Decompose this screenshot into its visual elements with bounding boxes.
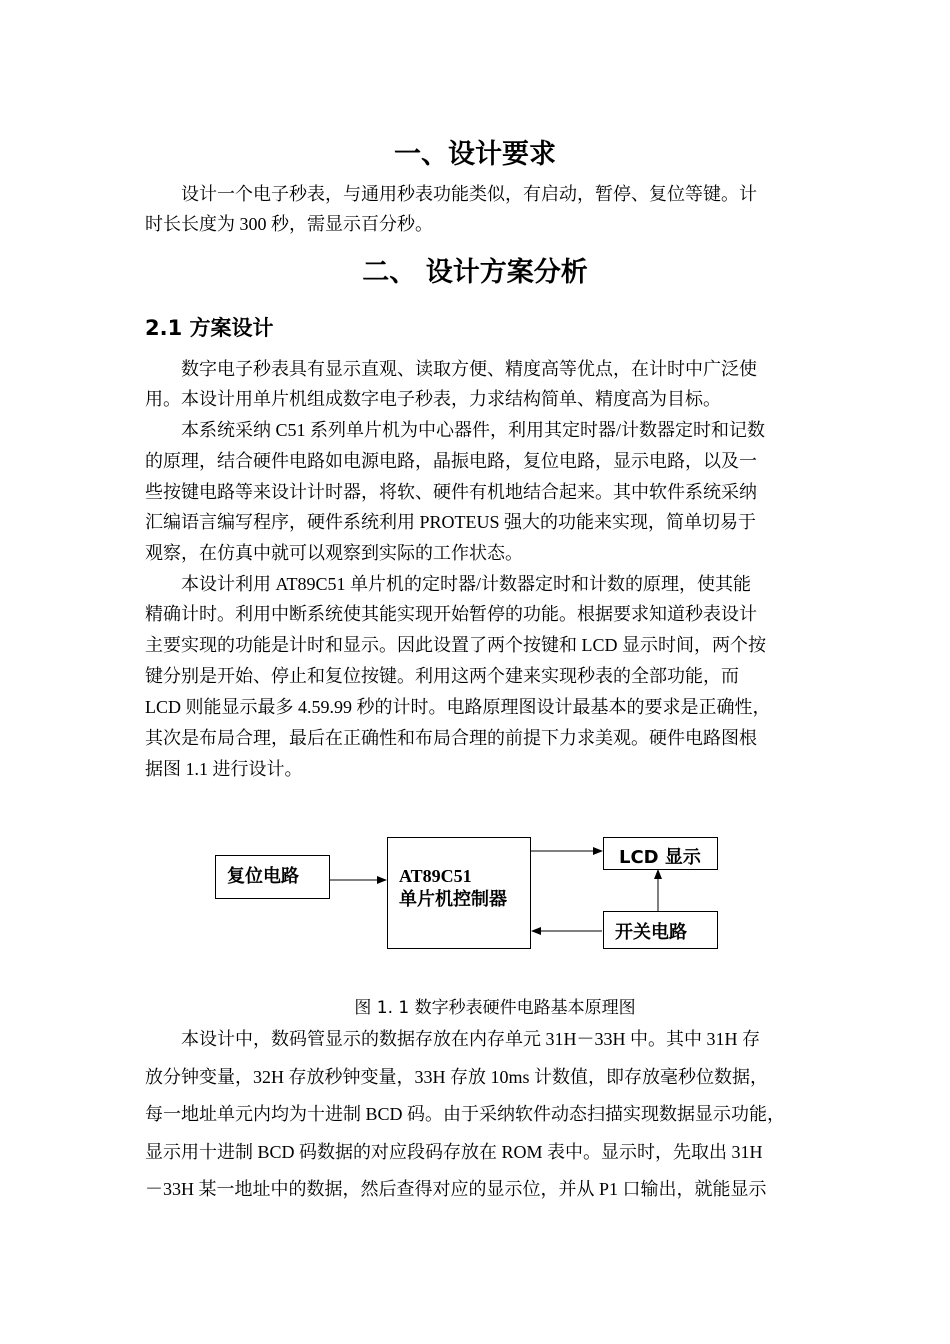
- paragraph-line: 汇编语言编写程序，硬件系统利用 PROTEUS 强大的功能来实现，简单切易于: [145, 512, 757, 532]
- paragraph-line: －33H 某一地址中的数据，然后查得对应的显示位，并从 P1 口输出，就能显示: [145, 1179, 767, 1199]
- mcu-model-label: AT89C51: [399, 866, 472, 886]
- paragraph-line: 本设计利用 AT89C51 单片机的定时器/计数器定时和计数的原理，使其能: [181, 574, 752, 594]
- paragraph-line: 显示用十进制 BCD 码数据的对应段码存放在 ROM 表中。显示时，先取出 31H: [145, 1142, 763, 1162]
- mcu-controller-box: [387, 837, 531, 949]
- paragraph-line: 时长长度为 300 秒，需显示百分秒。: [145, 214, 433, 234]
- paragraph-line: 本设计中，数码管显示的数据存放在内存单元 31H－33H 中。其中 31H 存: [181, 1029, 760, 1049]
- section-1-title: 一、设计要求: [394, 139, 556, 170]
- paragraph-line: 设计一个电子秒表，与通用秒表功能类似，有启动，暂停、复位等键。计: [181, 184, 757, 204]
- reset-circuit-box: [215, 855, 330, 899]
- paragraph-line: 每一地址单元内均为十进制 BCD 码。由于采纳软件动态扫描实现数据显示功能，: [145, 1104, 786, 1124]
- paragraph-line: 些按键电路等来设计计时器，将软、硬件有机地结合起来。其中软件系统采纳: [145, 482, 757, 502]
- lcd-display-label: LCD 显示: [619, 847, 701, 868]
- paragraph-line: 数字电子秒表具有显示直观、读取方便、精度高等优点，在计时中广泛使: [181, 359, 757, 379]
- subsection-2-1-title: 2.1 方案设计: [145, 316, 274, 340]
- switch-circuit-box: [603, 911, 718, 949]
- paragraph-line: 精确计时。利用中断系统使其能实现开始暂停的功能。根据要求知道秒表设计: [145, 604, 757, 624]
- paragraph-line: 用。本设计用单片机组成数字电子秒表，力求结构简单、精度高为目标。: [145, 389, 721, 409]
- paragraph-line: 主要实现的功能是计时和显示。因此设置了两个按键和 LCD 显示时间，两个按: [145, 635, 766, 655]
- section-2-title: 二、 设计方案分析: [362, 257, 588, 288]
- paragraph-line: LCD 则能显示最多 4.59.99 秒的计时。电路原理图设计最基本的要求是正确性，: [145, 697, 771, 717]
- mcu-controller-label: 单片机控制器: [399, 889, 507, 910]
- paragraph-line: 键分别是开始、停止和复位按键。利用这两个建来实现秒表的全部功能，而: [145, 666, 739, 686]
- reset-circuit-label: 复位电路: [227, 866, 299, 887]
- switch-circuit-label: 开关电路: [615, 922, 687, 943]
- paragraph-line: 放分钟变量，32H 存放秒钟变量，33H 存放 10ms 计数值，即存放毫秒位数据，: [145, 1067, 769, 1087]
- paragraph-line: 据图 1.1 进行设计。: [145, 759, 303, 779]
- figure-caption: 图 1. 1 数字秒表硬件电路基本原理图: [354, 998, 636, 1018]
- paragraph-line: 的原理，结合硬件电路如电源电路，晶振电路，复位电路，显示电路，以及一: [145, 451, 757, 471]
- lcd-display-box: [603, 837, 718, 870]
- paragraph-line: 其次是布局合理，最后在正确性和布局合理的前提下力求美观。硬件电路图根: [145, 728, 757, 748]
- paragraph-line: 本系统采纳 C51 系列单片机为中心器件，利用其定时器/计数器定时和记数: [181, 420, 766, 440]
- paragraph-line: 观察，在仿真中就可以观察到实际的工作状态。: [145, 543, 523, 563]
